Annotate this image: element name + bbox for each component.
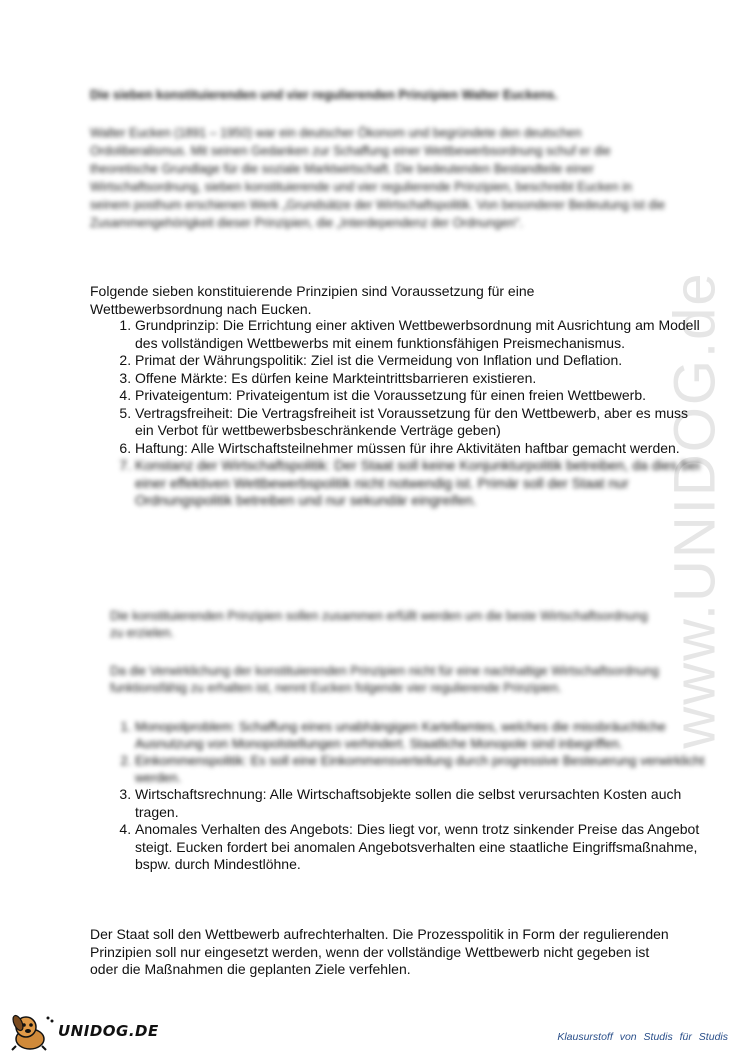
watermark-text: www.UNIDOG.de xyxy=(662,271,728,749)
summary-paragraph: Die konstituierenden Prinzipien sollen zusammen erfüllt werden um die beste Wirtschaftsordnung zu erzielen. xyxy=(110,609,648,640)
document-title: Die sieben konstituierenden und vier regulierenden Prinzipien Walter Euckens. xyxy=(90,88,558,102)
constituent-principles-list xyxy=(95,317,705,510)
footer-tagline: Klausurstoff von Studis für Studis xyxy=(557,1031,728,1043)
closing-paragraph: Der Staat soll den Wettbewerb aufrechterhalten. Die Prozesspolitik in Form der regulierenden Prinzipien soll nur eingesetzt werden, wenn der vollständige Wettbewerb nicht gegeben ist oder die Maßnahmen die geplanten Ziele verfehlen. xyxy=(90,926,669,977)
list-item: 5. Vertragsfreiheit: Die Vertragsfreiheit ist Voraussetzung für den Wettbewerb, aber es muss ein Verbot für wettbewerbsbeschränkende Verträge geben) xyxy=(135,405,705,440)
intro-paragraph: Walter Eucken (1891 – 1950) war ein deutscher Ökonom und begründete den deutschen Ordoliberalismus. Mit seinen Gedanken zur Schaffung einer Wettbewerbsordnung schuf er die theoretische Grundlage für die soziale Marktwirtschaft. Die bedeutenden Bestandteile einer Wirtschaftsordnung, sieben konstituierende und vier regulierende Prinzipien, beschreibt Eucken in seinem posthum erschienen Werk „Grundsätze der Wirtschaftspolitik. Von besonderer Bedeutung ist die Zusammengehörigkeit dieser Prinzipien, die „Interdependenz der Ordnungen“. xyxy=(90,126,666,230)
regulating-principles-list xyxy=(95,718,705,874)
regulating-intro-paragraph: Da die Verwirklichung der konstituierenden Prinzipien nicht für eine nachhaltige Wirtschaftsordnung funktionsfähig zu erhalten ist, nennt Eucken folgende vier regulierende Prinzipien. xyxy=(110,664,659,695)
list-item: 4. Privateigentum: Privateigentum ist die Voraussetzung für einen freien Wettbewerb. xyxy=(135,387,705,405)
site-logo[interactable] xyxy=(6,1012,176,1052)
list-item: 4. Anomales Verhalten des Angebots: Dies liegt vor, wenn trotz sinkender Preise das Angebot steigt. Eucken fordert bei anomalen Angebotsverhalten eine staatliche Eingriffsmaßnahme, bspw. durch Mindestlöhne. xyxy=(135,821,705,874)
list-item: 7. Konstanz der Wirtschaftspolitik: Der Staat soll keine Konjunkturpolitik betreiben, da dies bei einer effektiven Wettbewerbspolitik nicht notwendig ist. Primär soll der Staat nur Ordnungspolitik betreiben und nur sekundär eingreifen. xyxy=(135,457,705,510)
list-item: 1. Grundprinzip: Die Errichtung einer aktiven Wettbewerbsordnung mit Ausrichtung am Modell des vollständigen Wettbewerbs mit einem funktionsfähigen Preismechanismus. xyxy=(135,317,705,352)
list-item: 6. Haftung: Alle Wirtschaftsteilnehmer müssen für ihre Aktivitäten haftbar gemacht werden. xyxy=(135,440,705,458)
list-item: 2. Primat der Währungspolitik: Ziel ist die Vermeidung von Inflation und Deflation. xyxy=(135,352,705,370)
logo-text: UNIDOG.DE xyxy=(58,1022,159,1040)
list-item: 3. Offene Märkte: Es dürfen keine Markteintrittsbarrieren existieren. xyxy=(135,370,705,388)
list-item: 1. Monopolproblem: Schaffung eines unabhängigen Kartellamtes, welches die missbräuchliche Ausnutzung von Monopolstellungen verhindert. Staatliche Monopole sind inbegriffen. xyxy=(135,718,705,752)
dog-mascot-icon xyxy=(6,1012,56,1052)
list-item: 2. Einkommenspolitik: Es soll eine Einkommensverteilung durch progressive Besteuerung verwirklicht werden. xyxy=(135,752,705,786)
list-item: 3. Wirtschaftsrechnung: Alle Wirtschaftsobjekte sollen die selbst verursachten Kosten auch tragen. xyxy=(135,786,705,821)
lead-paragraph: Folgende sieben konstituierende Prinzipien sind Voraussetzung für eine Wettbewerbsordnung nach Eucken. xyxy=(90,283,535,317)
